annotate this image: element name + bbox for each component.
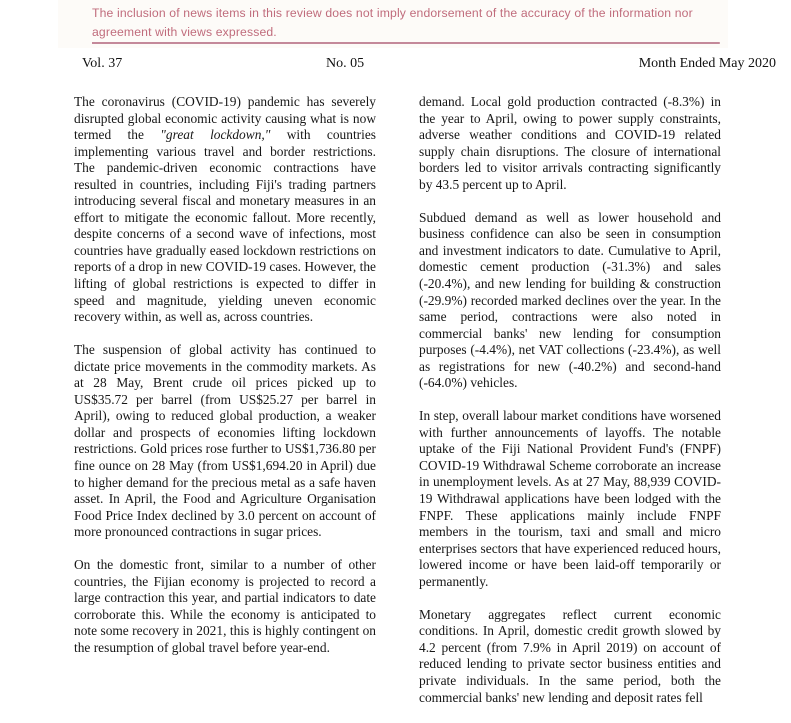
paragraph-gold-tourism: demand. Local gold production contracted (-8.3%) in the year to April, owing to power supply constraints, adverse weather conditions and COVID-19 related supply chain disruptions. The closure of international borders led to visitor arrivals contracting significantly by 43.5 percent up to April. <box>419 94 721 192</box>
paragraph-commodity-markets: The suspension of global activity has continued to dictate price movements in the commodity markets. As at 28 May, Brent crude oil prices picked up to US$35.72 per barrel (from US$25.27 per barrel in April), owing to reduced global production, a weaker dollar and prospects of economies lifting lockdown restrictions. Gold prices rose further to US$1,736.80 per fine ounce on 28 May (from US$1,694.20 in April) due to higher demand for the precious metal as a safe haven asset. In April, the Food and Agriculture Organisation Food Price Index declined by 3.0 percent on account of more pronounced contractions in sugar prices. <box>74 342 376 540</box>
right-column <box>419 94 721 723</box>
great-lockdown-quote: "great lockdown," <box>160 127 271 143</box>
left-column <box>74 94 376 673</box>
disclaimer-text: The inclusion of news items in this review does not imply endorsement of the accuracy of the information nor agreement with views expressed. <box>92 6 693 39</box>
paragraph-domestic-front: On the domestic front, similar to a number of other countries, the Fijian economy is projected to record a large contraction this year, and partial indicators to date corroborate this. While the economy is anticipated to note some recovery in 2021, this is highly contingent on the resumption of global travel before year-end. <box>74 557 376 655</box>
volume-label: Vol. 37 <box>82 56 123 71</box>
paragraph-monetary-aggregates: Monetary aggregates reflect current economic conditions. In April, domestic credit growth slowed by 4.2 percent (from 7.9% in April 2019) on account of reduced lending to private sector business entities and private individuals. In the same period, both the commercial banks' new lending and deposit rates fell <box>419 606 721 705</box>
paragraph-consumption-investment: Subdued demand as well as lower household and business confidence can also be seen in consumption and investment indicators to date. Cumulative to April, domestic cement production (-31.3%) and sales (-20.4%), and new lending for building & construction (-29.9%) recorded marked declines over the year. In the same period, contractions were also noted in commercial banks' new lending for consumption purposes (-4.4%), net VAT collections (-23.4%), as well as registrations for new (-40.2%) and second-hand (-64.0%) vehicles. <box>419 209 721 391</box>
paragraph-global-overview <box>74 94 376 326</box>
paragraph-text: with countries implementing various travel and border restrictions. The pandemic-driven economic contractions have resulted in countries, including Fiji's trading partners introducing several fiscal and monetary measures in an effort to mitigate the economic fallout. More recently, despite concerns of a second wave of infections, most countries have gradually eased lockdown restrictions on reports of a drop in new COVID-19 cases. However, the lifting of global restrictions is expected to differ in speed and magnitude, yielding uneven economic recovery within, as well as, across countries. <box>74 127 377 325</box>
paragraph-labour-market: In step, overall labour market conditions have worsened with further announcements of layoffs. The notable uptake of the Fiji National Provident Fund's (FNPF) COVID-19 Withdrawal Scheme corroborate an increase in unemployment levels. As at 27 May, 88,939 COVID-19 Withdrawal applications have been lodged with the FNPF. These applications mainly include FNPF members in the tourism, taxi and small and micro enterprises sectors that have experienced reduced hours, lowered income or have been laid-off temporarily or permanently. <box>419 408 721 589</box>
paragraph-text: The coronavirus (COVID-19) pandemic has severely disrupted global economic activity causing what is now termed the <box>74 94 376 143</box>
period-label: Month Ended May 2020 <box>638 56 776 71</box>
disclaimer-rule-full <box>92 42 720 44</box>
masthead <box>0 56 791 76</box>
issue-number: No. 05 <box>326 56 365 71</box>
